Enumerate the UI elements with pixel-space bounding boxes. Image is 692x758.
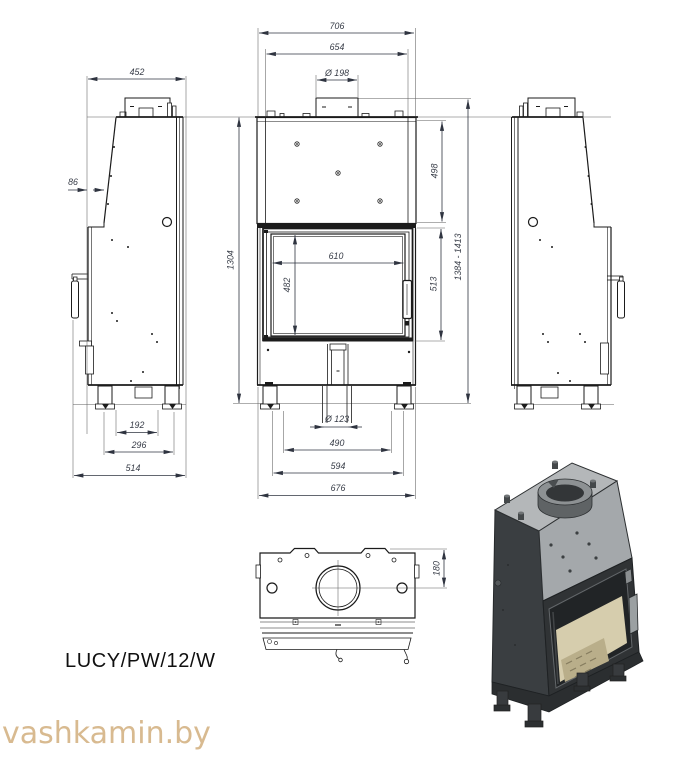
flue-bracket [528,98,575,117]
pipe-stub [168,103,172,117]
dim-door-height [415,228,446,341]
dim-side-feet-outer [104,412,174,455]
front-slope [104,118,116,224]
render-3d [492,461,643,728]
dim-label: 676 [330,483,346,493]
right-side-view [511,98,625,409]
dim-label: 610 [328,251,344,261]
watermark: vashkamin.by [2,716,211,751]
render-flue-collar [538,479,592,518]
foot [582,386,601,409]
side-hole [163,218,172,227]
door-handle-side [618,281,625,318]
screw-dots [111,239,158,382]
pipe-stub [524,103,528,117]
flue-bracket [125,98,170,117]
air-channel [328,344,349,385]
foot [163,386,182,409]
dim-label: 1304 [225,250,236,270]
mount-hook [395,111,403,117]
dim-upper-height [417,121,446,223]
foot [261,386,280,409]
dim-label: 180 [431,561,442,576]
dim-slope-offset [68,177,104,190]
door-handle-side [72,281,79,318]
dim-flue-diameter [316,68,358,97]
dim-label: 452 [129,67,145,77]
dim-label: 498 [429,163,440,179]
dim-body-height [226,118,240,404]
dim-label: Ø 123 [325,414,349,424]
foot [96,386,115,409]
model-title: LUCY/PW/12/W [65,650,216,672]
dim-side-feet-inner [116,410,158,436]
side-hole [529,218,538,227]
dim-label: 192 [129,420,145,430]
left-side-view [72,98,184,409]
dim-label: 706 [329,21,345,31]
top-view [256,549,447,664]
pipe-stub [520,106,524,117]
upper-panel [257,118,416,224]
render-latch [625,569,632,584]
mount-hook [267,111,275,117]
dim-label: 490 [329,438,345,448]
dim-label: Ø 198 [325,68,349,78]
dim-air-intake [310,414,362,427]
dim-label: 296 [131,440,147,450]
dim-label: 1384 - 1413 [453,233,463,281]
foot [515,386,534,409]
dim-label: 594 [330,461,346,471]
dim-label: 514 [125,463,141,473]
render-handle [629,594,638,634]
pipe-stub [173,106,177,117]
front-view [255,98,471,423]
dim-label: 513 [428,276,439,292]
screw-dots [539,239,586,382]
dim-depth [87,67,186,478]
foot [395,386,414,409]
dim-label: 86 [68,177,78,187]
dim-label: 654 [329,42,345,52]
render-side-connector [495,580,501,586]
dim-label: 482 [282,277,292,293]
dim-overall-height [453,100,468,404]
front-slope [583,118,594,224]
